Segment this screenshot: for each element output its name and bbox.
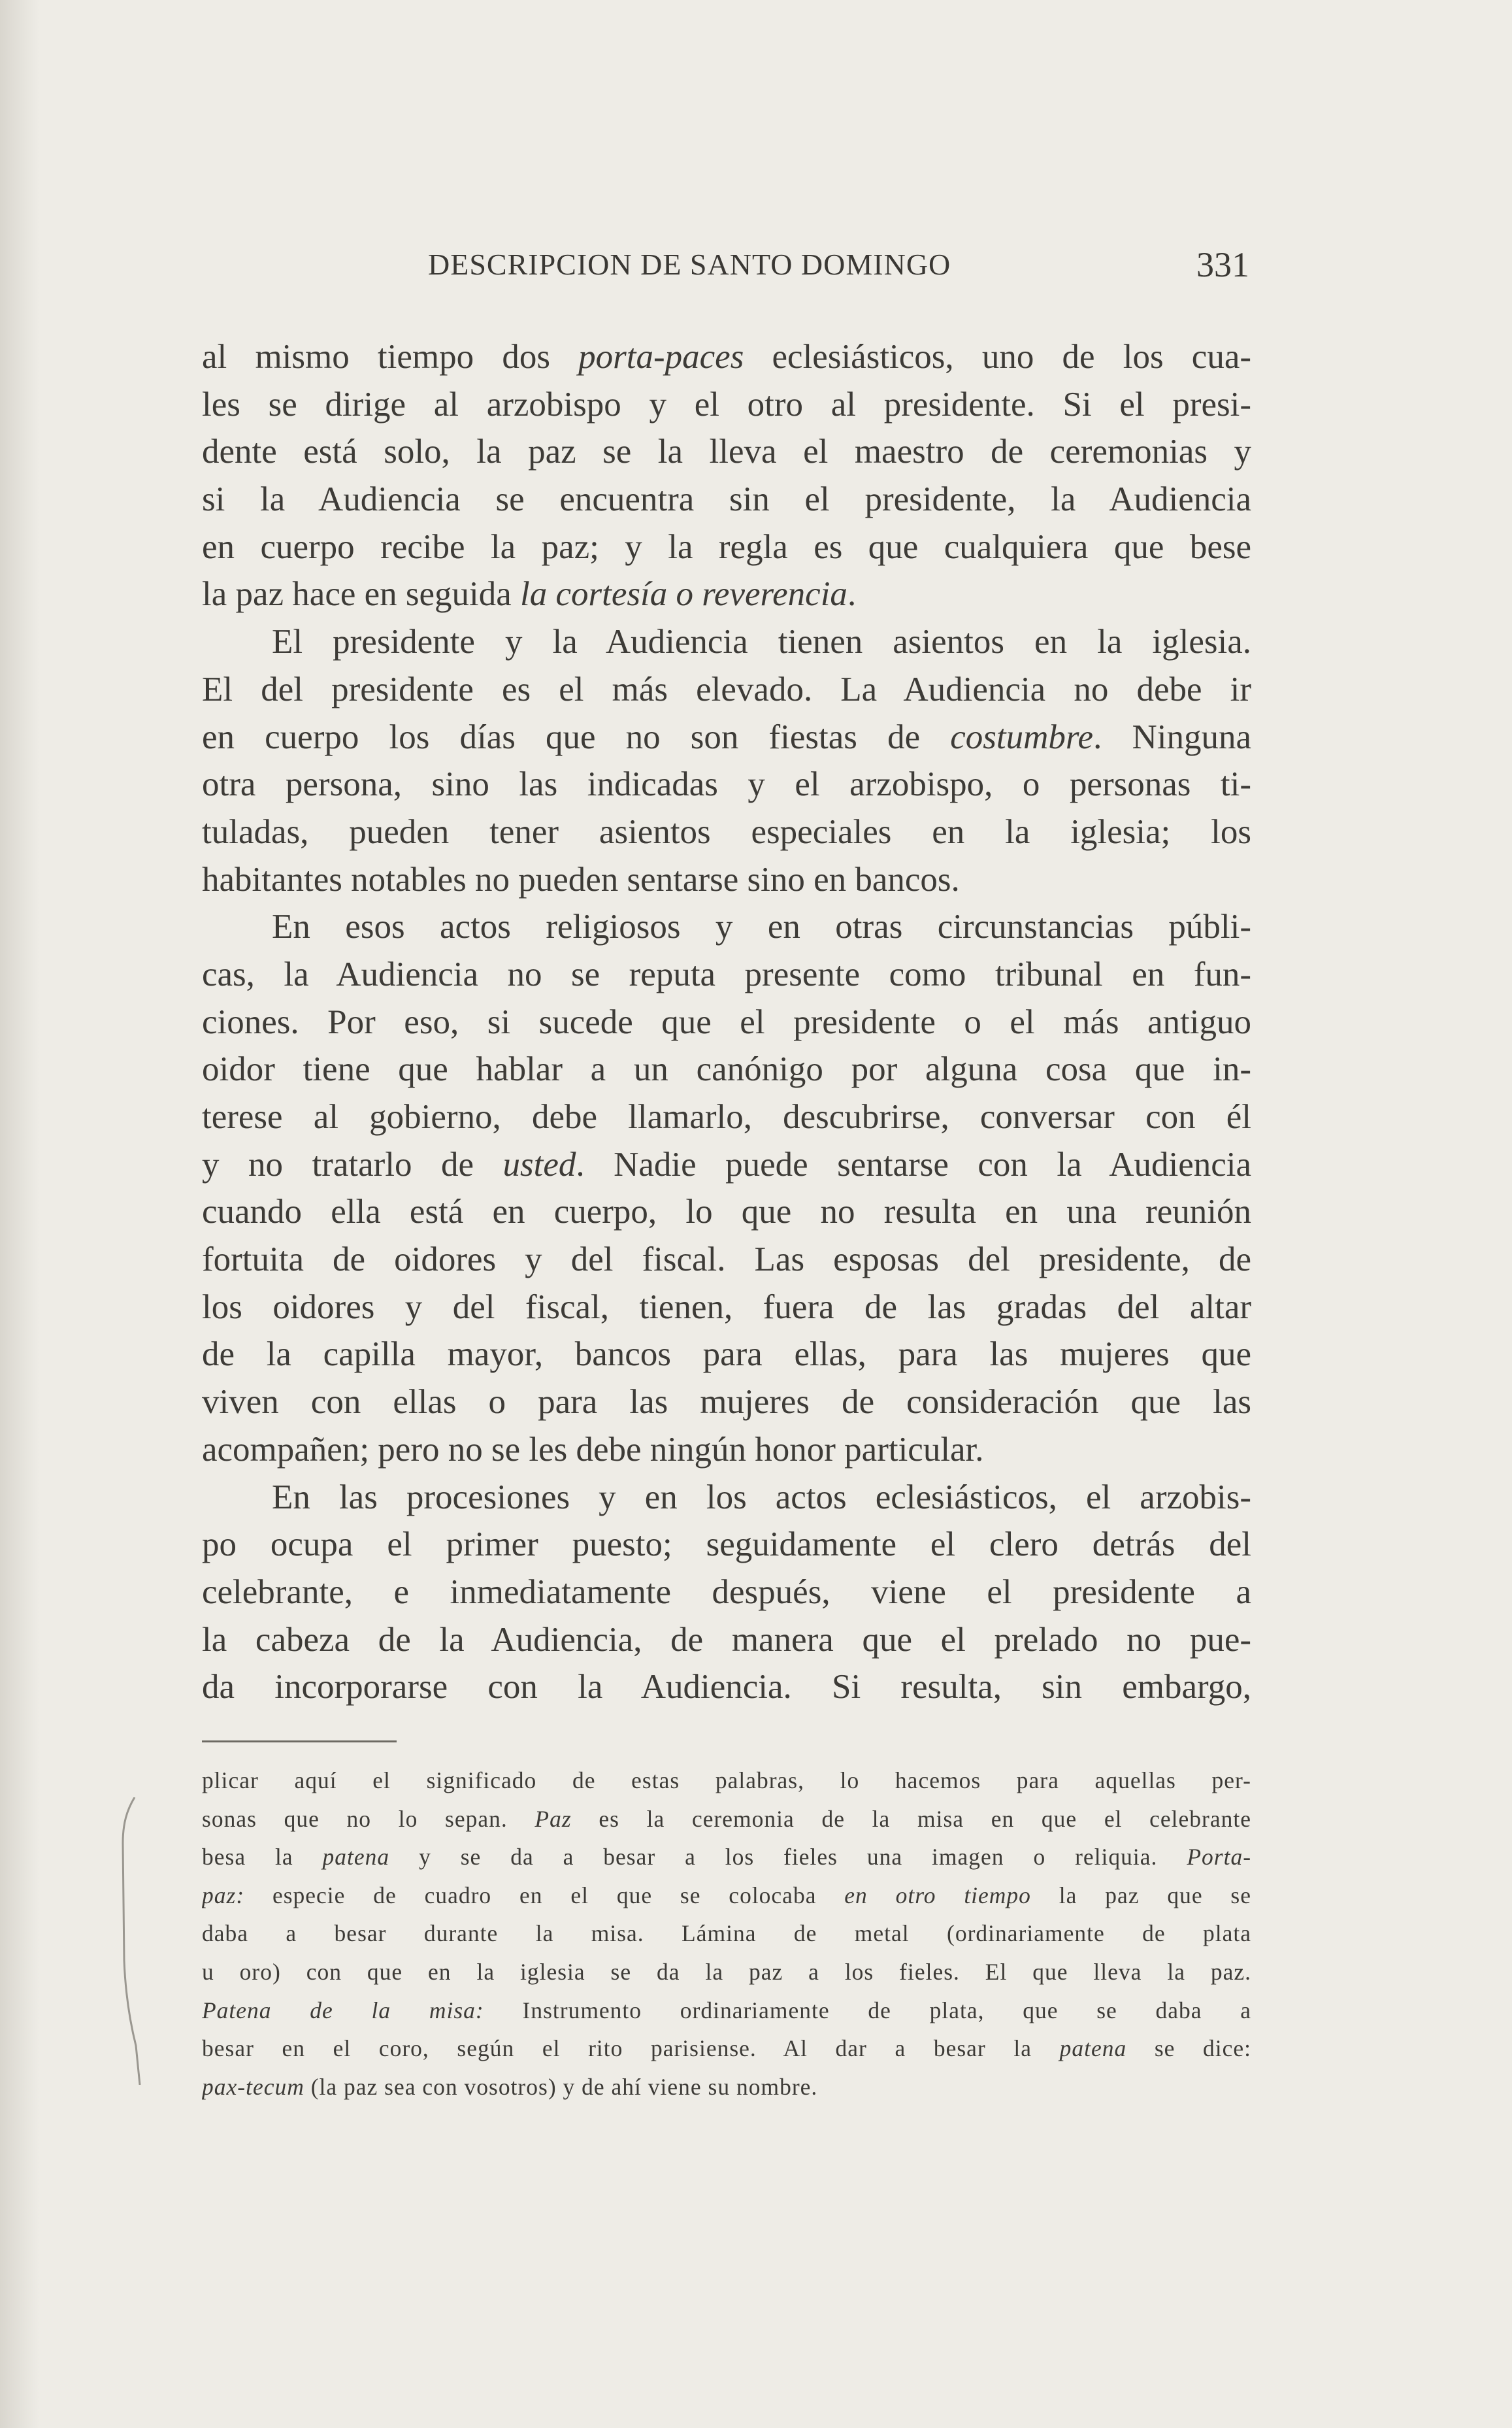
body-text <box>202 333 1251 1711</box>
footnote-line: u oro) con que en la iglesia se da la paz a los fieles. El que lleva la paz. <box>202 1958 1251 1985</box>
footnote-line: plicar aquí el significado de estas palabras, lo hacemos para aquellas per- <box>202 1767 1251 1793</box>
text-line: en cuerpo recibe la paz; y la regla es que cualquiera que bese <box>202 527 1251 566</box>
footnote-line: besa la patena y se da a besar a los fieles una imagen o reliquia. Porta- <box>202 1844 1251 1871</box>
footnote-line: pax-tecum (la paz sea con vosotros) y de ahí viene su nombre. <box>202 2073 818 2100</box>
paragraph-start-line: En esos actos religiosos y en otras circunstancias públi- <box>272 908 1251 946</box>
text-line: El del presidente es el más elevado. La Audiencia no debe ir <box>202 670 1251 708</box>
running-title: DESCRIPCION DE SANTO DOMINGO <box>428 248 951 281</box>
text-line: acompañen; pero no se les debe ningún honor particular. <box>202 1430 984 1469</box>
text-line: la paz hace en seguida la cortesía o reverencia. <box>202 575 857 614</box>
text-line: da incorporarse con la Audiencia. Si resulta, sin embargo, <box>202 1668 1251 1706</box>
paragraph-start-line: El presidente y la Audiencia tienen asientos en la iglesia. <box>272 623 1251 661</box>
text-line: si la Audiencia se encuentra sin el presidente, la Audiencia <box>202 480 1251 519</box>
footnote <box>202 1761 1251 2106</box>
text-line: viven con ellas o para las mujeres de consideración que las <box>202 1383 1251 1422</box>
text-line: al mismo tiempo dos porta-paces eclesiásticos, uno de los cua- <box>202 338 1251 376</box>
text-line: po ocupa el primer puesto; seguidamente el clero detrás del <box>202 1525 1251 1564</box>
footnote-line: daba a besar durante la misa. Lámina de metal (ordinariamente de plata <box>202 1920 1251 1947</box>
text-line: y no tratarlo de usted. Nadie puede sentarse con la Audiencia <box>202 1145 1251 1184</box>
page-header <box>428 247 1249 293</box>
text-line: oidor tiene que hablar a un canónigo por alguna cosa que in- <box>202 1050 1251 1089</box>
text-line: cas, la Audiencia no se reputa presente como tribunal en fun- <box>202 955 1251 993</box>
text-line: ciones. Por eso, si sucede que el presidente o el más antiguo <box>202 1003 1251 1041</box>
footnote-line: besar en el coro, según el rito parisiense. Al dar a besar la patena se dice: <box>202 2035 1251 2062</box>
margin-pencil-mark <box>116 1797 149 2085</box>
text-line: les se dirige al arzobispo y el otro al presidente. Si el presi- <box>202 385 1251 424</box>
footnote-line: sonas que no lo sepan. Paz es la ceremonia de la misa en que el celebrante <box>202 1805 1251 1832</box>
footnote-divider <box>202 1740 397 1742</box>
text-line: dente está solo, la paz se la lleva el maestro de ceremonias y <box>202 433 1251 471</box>
text-line: habitantes notables no pueden sentarse sino en bancos. <box>202 860 960 899</box>
footnote-line: paz: especie de cuadro en el que se colocaba en otro tiempo la paz que se <box>202 1882 1251 1908</box>
text-line: cuando ella está en cuerpo, lo que no resulta en una reunión <box>202 1193 1251 1231</box>
paragraph-start-line: En las procesiones y en los actos eclesiásticos, el arzobis- <box>272 1478 1251 1516</box>
page-number: 331 <box>1196 245 1249 284</box>
text-line: fortuita de oidores y del fiscal. Las esposas del presidente, de <box>202 1240 1251 1279</box>
text-line: la cabeza de la Audiencia, de manera que el prelado no pue- <box>202 1620 1251 1659</box>
text-line: tuladas, pueden tener asientos especiales en la iglesia; los <box>202 812 1251 851</box>
text-line: terese al gobierno, debe llamarlo, descubrirse, conversar con él <box>202 1098 1251 1136</box>
text-line: los oidores y del fiscal, tienen, fuera de las gradas del altar <box>202 1288 1251 1326</box>
text-line: de la capilla mayor, bancos para ellas, para las mujeres que <box>202 1335 1251 1374</box>
text-line: celebrante, e inmediatamente después, viene el presidente a <box>202 1572 1251 1611</box>
text-line: otra persona, sino las indicadas y el arzobispo, o personas ti- <box>202 765 1251 804</box>
text-line: en cuerpo los días que no son fiestas de costumbre. Ninguna <box>202 718 1251 756</box>
page-edge-shadow <box>0 0 39 2428</box>
footnote-line: Patena de la misa: Instrumento ordinariamente de plata, que se daba a <box>202 1997 1251 2023</box>
